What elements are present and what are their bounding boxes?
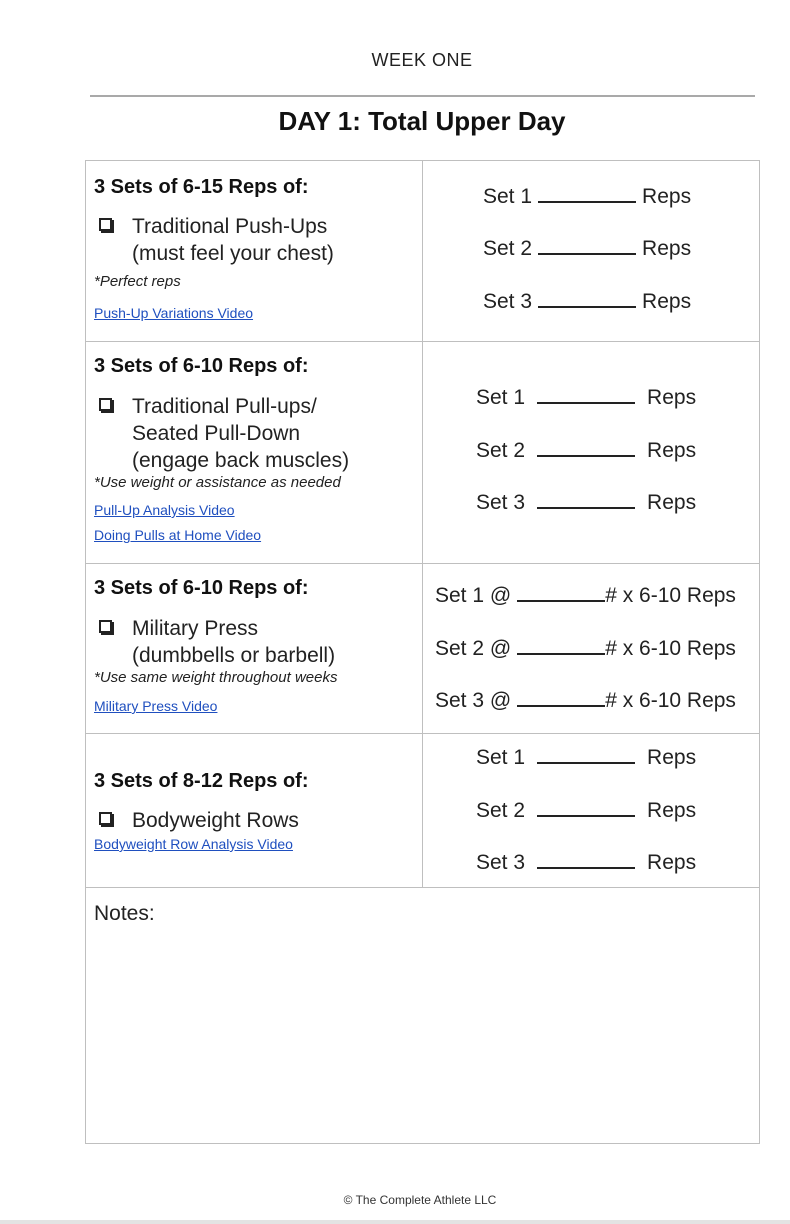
exercise-cell <box>86 734 423 887</box>
set-line: Set 1 Reps <box>483 185 692 208</box>
page-edge <box>0 1220 790 1224</box>
workout-table <box>85 160 760 1144</box>
exercise-item <box>132 213 334 267</box>
reps-blank[interactable] <box>537 866 635 869</box>
weight-blank[interactable] <box>517 599 605 602</box>
set-line: Set 2 Reps <box>483 237 692 260</box>
checkbox-icon[interactable] <box>99 398 112 411</box>
video-link[interactable]: Doing Pulls at Home Video <box>94 527 262 543</box>
set-line: Set 1 Reps <box>476 386 697 409</box>
sets-heading: 3 Sets of 6-10 Reps of: <box>94 355 309 377</box>
exercise-name: Bodyweight Rows <box>132 809 299 832</box>
set-line: Set 3 Reps <box>483 290 692 313</box>
set-line: Set 2 @ # x 6-10 Reps <box>435 637 736 660</box>
video-link[interactable]: Bodyweight Row Analysis Video <box>94 836 293 852</box>
reps-blank[interactable] <box>537 454 635 457</box>
reps-blank[interactable] <box>538 200 636 203</box>
page-title: DAY 1: Total Upper Day <box>278 106 566 136</box>
reps-blank[interactable] <box>538 305 636 308</box>
exercise-row-pull-ups <box>86 342 759 564</box>
exercise-name: Military Press <box>132 617 259 640</box>
set-line: Set 3 Reps <box>476 851 697 874</box>
checkbox-icon[interactable] <box>99 812 112 825</box>
video-link[interactable]: Pull-Up Analysis Video <box>94 502 235 518</box>
reps-blank[interactable] <box>537 761 635 764</box>
sets-heading: 3 Sets of 8-12 Reps of: <box>94 770 309 792</box>
exercise-name-alt: Seated Pull-Down <box>132 422 301 445</box>
exercise-note: *Use same weight throughout weeks <box>94 669 338 686</box>
exercise-cell <box>86 161 423 341</box>
exercise-name: Traditional Push-Ups <box>132 215 328 238</box>
exercise-row-bodyweight-rows <box>86 734 759 888</box>
week-label: WEEK ONE <box>371 50 473 70</box>
exercise-note: *Use weight or assistance as needed <box>94 474 341 491</box>
copyright-footer: © The Complete Athlete LLC <box>343 1193 497 1207</box>
weight-blank[interactable] <box>517 704 605 707</box>
set-line: Set 1 Reps <box>476 746 697 769</box>
sets-heading: 3 Sets of 6-10 Reps of: <box>94 577 309 599</box>
checkbox-icon[interactable] <box>99 620 112 633</box>
exercise-cue: (must feel your chest) <box>132 242 334 265</box>
exercise-item <box>132 615 335 669</box>
video-link[interactable]: Push-Up Variations Video <box>94 305 254 321</box>
weight-blank[interactable] <box>517 652 605 655</box>
reps-blank[interactable] <box>537 401 635 404</box>
exercise-row-military-press <box>86 564 759 734</box>
exercise-row-push-ups <box>86 161 759 342</box>
sets-cell <box>423 342 759 563</box>
header-divider <box>90 95 755 97</box>
set-line: Set 3 Reps <box>476 491 697 514</box>
video-link[interactable]: Military Press Video <box>94 698 218 714</box>
exercise-cue: (dumbbells or barbell) <box>132 644 336 667</box>
exercise-item <box>132 807 299 834</box>
set-line: Set 2 Reps <box>476 439 697 462</box>
reps-blank[interactable] <box>537 814 635 817</box>
exercise-item <box>132 393 349 474</box>
sets-cell <box>423 734 759 887</box>
reps-blank[interactable] <box>538 252 636 255</box>
sets-cell <box>423 161 759 341</box>
exercise-cell <box>86 342 423 563</box>
reps-blank[interactable] <box>537 506 635 509</box>
sets-heading: 3 Sets of 6-15 Reps of: <box>94 176 309 198</box>
sets-cell <box>423 564 759 733</box>
exercise-name: Traditional Pull-ups/ <box>132 395 317 418</box>
set-line: Set 3 @ # x 6-10 Reps <box>435 689 736 712</box>
set-line: Set 2 Reps <box>476 799 697 822</box>
notes-label: Notes: <box>94 902 155 925</box>
set-line: Set 1 @ # x 6-10 Reps <box>435 584 736 607</box>
exercise-cue: (engage back muscles) <box>132 449 350 472</box>
exercise-cell <box>86 564 423 733</box>
exercise-note: *Perfect reps <box>94 273 181 290</box>
checkbox-icon[interactable] <box>99 218 112 231</box>
notes-box[interactable] <box>86 888 759 1143</box>
